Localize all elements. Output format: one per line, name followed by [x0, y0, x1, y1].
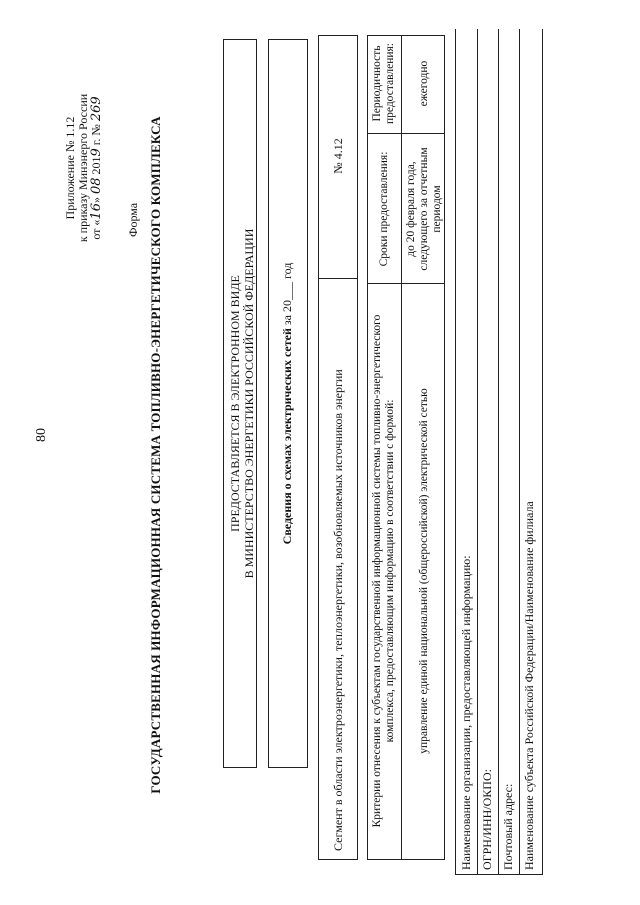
criteria-value: управление единой национальной (общероссийской) электрической сетью [418, 388, 430, 754]
document-title: ГОСУДАРСТВЕННАЯ ИНФОРМАЦИОННАЯ СИСТЕМА ТОПЛИВНО-ЭНЕРГЕТИЧЕСКОГО КОМПЛЕКСА [148, 116, 163, 794]
appendix-line-3: от «16» 08 2019 г. № 269 [89, 96, 104, 240]
segment-row [318, 35, 358, 860]
provided-notice [223, 39, 257, 768]
criteria-header: Критерии отнесения к субъектам государственной информационной системы топливно-энергетического комплекса, предоставляющим информацию в соответствии с формой: [371, 314, 396, 828]
period-value: ежегодно [418, 60, 430, 107]
org-name-field: Наименование организации, предоставляющей информацию: [459, 555, 473, 870]
organization-table [455, 29, 543, 875]
provided-line-1: ПРЕДОСТАВЛЯЕТСЯ В ЭЛЕКТРОННОМ ВИДЕ [228, 275, 242, 532]
criteria-table [367, 35, 445, 860]
handwritten-year: 9 [89, 148, 104, 157]
page-number: 80 [34, 428, 49, 442]
report-title: Сведения о схемах электрических сетей [280, 328, 294, 545]
appendix-reference [64, 48, 103, 288]
handwritten-month: 08 [89, 177, 104, 195]
form-number: № 4.12 [319, 34, 357, 279]
provided-line-2: В МИНИСТЕРСТВО ЭНЕРГЕТИКИ РОССИЙСКОЙ ФЕДЕРАЦИИ [242, 228, 256, 579]
org-subject-field: Наименование субъекта Российской Федерации/Наименование филиала [522, 501, 536, 870]
period-header: Периодичность предоставления: [371, 42, 396, 125]
appendix-line-2: к приказу Минэнерго России [76, 93, 90, 243]
handwritten-day: 16 [89, 203, 104, 220]
deadline-header: Сроки предоставления: [378, 151, 390, 267]
segment-label: Сегмент в области электроэнергетики, теплоэнергетики, возобновляемых источников энергии [331, 369, 345, 851]
appendix-line-1: Приложение № 1.12 [63, 116, 77, 220]
deadline-value: до 20 февраля года, следующего за отчетным периодом [405, 147, 443, 271]
org-address-field: Почтовый адрес: [501, 783, 515, 870]
report-title-box [268, 39, 308, 768]
report-year: за 20___ год [280, 262, 294, 329]
org-ogrn-field: ОГРН/ИНН/ОКПО: [480, 769, 494, 870]
form-label: Форма [126, 202, 140, 237]
handwritten-order-number: 269 [89, 96, 104, 122]
